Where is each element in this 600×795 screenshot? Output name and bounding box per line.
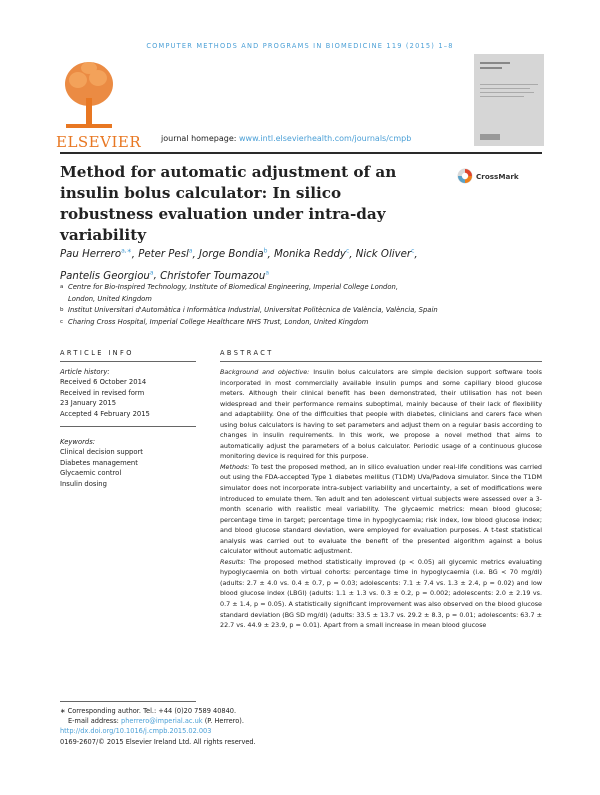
article-title: Method for automatic adjustment of an insulin bolus calculator: In silico robustness evaluation under intra-day variability: [60, 163, 397, 244]
affiliation-item: London, United Kingdom: [68, 294, 152, 303]
author-list: Pau Herrero$^{a,∗}$, Peter Pesl$^a$, Jorge Bondia$^b$, Monika Reddy$^c$, Nick Oliver$^c$, Pantelis Georgiou$^a$, Christofer Toumazou$^a$: [60, 248, 418, 282]
article-info-rule: [60, 361, 196, 362]
homepage-link[interactable]: www.intl.elsevierhealth.com/journals/cmpb: [238, 134, 412, 143]
journal-citation: COMPUTER METHODS AND PROGRAMS IN BIOMEDICINE 119 (2015) 1–8: [146, 42, 454, 50]
article-info-heading: ARTICLE INFO: [60, 349, 134, 357]
crossmark-badge[interactable]: [457, 168, 519, 184]
history-item: 23 January 2015: [60, 399, 117, 408]
abstract-body: [220, 367, 542, 631]
history-divider: [60, 426, 196, 427]
footnotes: [60, 706, 540, 747]
author[interactable]: Jorge Bondia$^b$: [199, 248, 268, 261]
abstract-heading: ABSTRACT: [220, 349, 274, 357]
affiliation-item: b Institut Universitari d'Automàtica i Informàtica Industrial, Universitat Politècnica de València, València, Spain: [60, 306, 438, 315]
keyword-item: Clinical decision support: [60, 448, 143, 457]
crossmark-label: CrossMark: [476, 171, 519, 181]
abstract-results: Results: The proposed method statistically improved (p < 0.05) all glycemic metrics evaluating hypoglycaemia on both virtual cohorts: percentage time in hypoglycaemia (i.e. BG < 70 mg/dl) (adults: 2.7 ± 4.0 vs. 0.4 ± 0.7, p = 0.03; adolescents: 7.1 ± 7.4 vs. 1.3 ± 2.4, p = 0.02) and low blood glucose index (LBGI) (adults: 1.1 ± 1.3 vs. 0.3 ± 0.2, p = 0.002; adolescents: 2.0 ± 2.19 vs. 0.7 ± 1.4, p = 0.05). A statistically significant improvement was also observed on the blood glucose standard deviation (BG SD mg/dl) (adults: 33.5 ± 13.7 vs. 29.2 ± 8.3, p = 0.01; adolescents: 63.7 ± 22.7 vs. 44.9 ± 23.9, p = 0.01). Apart from a small increase in mean blood glucose: [220, 557, 542, 630]
keyword-item: Glycaemic control: [60, 469, 122, 478]
doi-link[interactable]: http://dx.doi.org/10.1016/j.cmpb.2015.02.003: [60, 727, 212, 736]
corresponding-author: ∗ Corresponding author. Tel.: +44 (0)20 7589 40840.: [60, 707, 237, 715]
homepage-label: journal homepage:: [161, 134, 237, 143]
keyword-item: Diabetes management: [60, 458, 138, 467]
affiliation-item: c Charing Cross Hospital, Imperial College Healthcare NHS Trust, London, United Kingdom: [60, 317, 369, 326]
history-item: Received 6 October 2014: [60, 378, 147, 387]
header-rule: [60, 152, 542, 154]
author[interactable]: Pau Herrero$^{a,∗}$: [60, 248, 132, 261]
author[interactable]: Pantelis Georgiou$^a$: [60, 269, 154, 282]
article-history: [60, 367, 196, 419]
abstract-rule: [220, 361, 542, 362]
publisher-name: ELSEVIER: [56, 133, 142, 151]
keywords: [60, 437, 196, 489]
journal-cover-thumbnail: [474, 54, 544, 146]
history-label: Article history:: [60, 368, 110, 376]
keywords-label: Keywords:: [60, 438, 96, 446]
copyright: 0169-2607/© 2015 Elsevier Ireland Ltd. All rights reserved.: [60, 737, 256, 746]
elsevier-tree-logo: [60, 58, 118, 134]
keyword-item: Insulin dosing: [60, 479, 107, 488]
affiliations: [60, 282, 530, 328]
abstract-background: Background and objective: Insulin bolus calculators are simple decision support software tools incorporated in most commercially available insulin pumps and some capillary blood glucose meters. Although their clinical benefit has been demonstrated, their utilisation has not been widespread and their performance remains suboptimal, mainly because of their lack of flexibility and adaptability. One of the difficulties that people with diabetes, clinicians and carers face when using bolus calculators is having to set parameters and adjust them on a regular basis according to changes in insulin requirements. In this work, we propose a novel method that aims to automatically adjust the parameters of a bolus calculator. Periodic usage of a continuous glucose monitoring device is required for this purpose.: [220, 368, 543, 461]
footnote-rule: [60, 701, 196, 702]
history-item: Accepted 4 February 2015: [60, 409, 150, 418]
crossmark-icon: [457, 168, 473, 184]
history-item: Received in revised form: [60, 388, 145, 397]
email-link[interactable]: pherrero@imperial.ac.uk: [121, 717, 203, 726]
author[interactable]: Peter Pesl$^a$: [138, 248, 193, 261]
email-line: E-mail address: pherrero@imperial.ac.uk (P. Herrero).: [68, 717, 244, 726]
author[interactable]: Christofer Toumazou$^a$: [160, 269, 270, 282]
affiliation-item: a Centre for Bio-Inspired Technology, Institute of Biomedical Engineering, Imperial College London,: [60, 283, 398, 291]
journal-homepage: [161, 134, 411, 143]
author[interactable]: Nick Oliver$^c$: [355, 248, 415, 261]
author[interactable]: Monika Reddy$^c$: [273, 248, 350, 261]
abstract-methods: Methods: To test the proposed method, an in silico evaluation under real-life conditions was carried out using the FDA-accepted Type 1 diabetes mellitus (T1DM) UVa/Padova simulator. Since the T1DM simulator does not incorporate intra-subject variability and uncertainty, a set of modifications were introduced to emulate them. Ten adult and ten adolescent virtual subjects were assessed over a 3-month scenario with realistic meal variability. The glycaemic metrics: mean blood glucose; percentage time in target; percentage time in hypoglycaemia; risk index, low blood glucose index; and blood glucose standard deviation, were employed for evaluation purposes. A t-test statistical analysis was carried out to evaluate the benefit of the presented algorithm against a bolus calculator without automatic adjustment.: [220, 462, 542, 556]
